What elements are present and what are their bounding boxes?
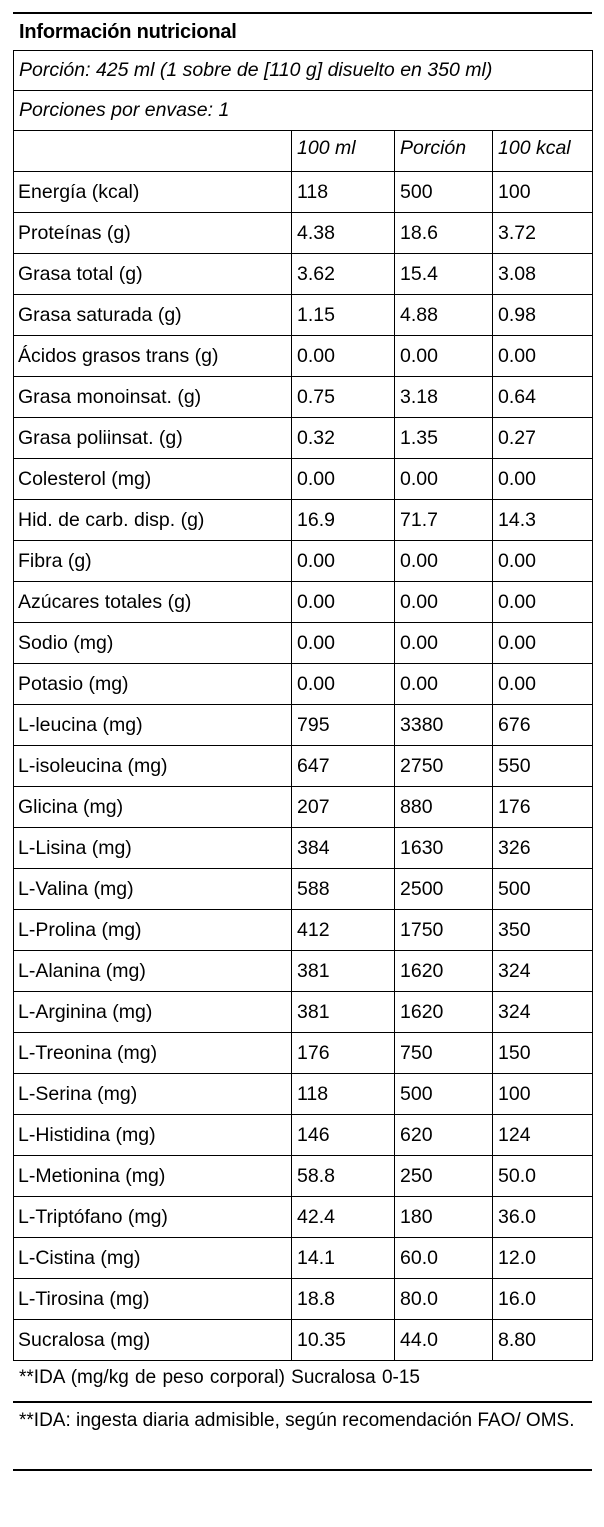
nutrient-label: Energía (kcal): [14, 172, 292, 213]
value-portion: 880: [395, 787, 493, 828]
value-100ml: 3.62: [292, 254, 395, 295]
table-row: [14, 1238, 593, 1279]
nutrient-label: L-Cistina (mg): [14, 1238, 292, 1279]
table-row: [14, 172, 593, 213]
servings-per-container-row: [14, 91, 593, 131]
table-row: [14, 828, 593, 869]
value-100ml: 0.00: [292, 336, 395, 377]
value-portion: 750: [395, 1033, 493, 1074]
value-100ml: 0.00: [292, 459, 395, 500]
table-row: [14, 1074, 593, 1115]
servings-per-container: Porciones por envase: 1: [14, 91, 593, 131]
table-row: [14, 213, 593, 254]
value-100ml: 42.4: [292, 1197, 395, 1238]
table-row: [14, 1320, 593, 1361]
ida-definition-note: **IDA: ingesta diaria admisible, según recomendación FAO/ OMS.: [19, 1410, 575, 1431]
value-100kcal: 0.00: [493, 459, 593, 500]
table-row: [14, 1156, 593, 1197]
value-100kcal: 324: [493, 951, 593, 992]
table-row: [14, 377, 593, 418]
value-100kcal: 0.64: [493, 377, 593, 418]
value-100kcal: 350: [493, 910, 593, 951]
table-row: [14, 623, 593, 664]
nutrient-label: L-Serina (mg): [14, 1074, 292, 1115]
value-portion: 0.00: [395, 664, 493, 705]
value-portion: 2500: [395, 869, 493, 910]
nutrient-label: Azúcares totales (g): [14, 582, 292, 623]
nutrient-label: Glicina (mg): [14, 787, 292, 828]
table-row: [14, 910, 593, 951]
value-100ml: 381: [292, 951, 395, 992]
nutrient-label: Grasa saturada (g): [14, 295, 292, 336]
value-100ml: 176: [292, 1033, 395, 1074]
value-portion: 0.00: [395, 582, 493, 623]
value-portion: 3.18: [395, 377, 493, 418]
value-portion: 620: [395, 1115, 493, 1156]
value-100ml: 0.00: [292, 541, 395, 582]
value-100kcal: 3.08: [493, 254, 593, 295]
nutrient-label: L-Metionina (mg): [14, 1156, 292, 1197]
nutrient-label: L-leucina (mg): [14, 705, 292, 746]
nutrient-label: L-Arginina (mg): [14, 992, 292, 1033]
value-100kcal: 3.72: [493, 213, 593, 254]
nutrient-label: L-Prolina (mg): [14, 910, 292, 951]
serving-size: Porción: 425 ml (1 sobre de [110 g] disuelto en 350 ml): [14, 51, 593, 91]
value-portion: 0.00: [395, 459, 493, 500]
value-100ml: 18.8: [292, 1279, 395, 1320]
nutrient-label: L-Triptófano (mg): [14, 1197, 292, 1238]
value-100ml: 381: [292, 992, 395, 1033]
value-portion: 1620: [395, 951, 493, 992]
value-100ml: 16.9: [292, 500, 395, 541]
value-100kcal: 150: [493, 1033, 593, 1074]
value-100ml: 795: [292, 705, 395, 746]
value-portion: 1620: [395, 992, 493, 1033]
value-100ml: 0.00: [292, 664, 395, 705]
column-header-nutrient: [14, 131, 292, 172]
nutrient-label: L-Valina (mg): [14, 869, 292, 910]
value-100kcal: 16.0: [493, 1279, 593, 1320]
value-100kcal: 50.0: [493, 1156, 593, 1197]
value-portion: 71.7: [395, 500, 493, 541]
value-100ml: 118: [292, 1074, 395, 1115]
table-row: [14, 746, 593, 787]
serving-row: [14, 51, 593, 91]
column-header-row: [14, 131, 593, 172]
table-row: [14, 869, 593, 910]
value-portion: 500: [395, 1074, 493, 1115]
table-row: [14, 664, 593, 705]
nutrient-label: Fibra (g): [14, 541, 292, 582]
nutrition-table: [13, 50, 593, 1361]
table-row: [14, 500, 593, 541]
value-portion: 18.6: [395, 213, 493, 254]
nutrient-label: L-Alanina (mg): [14, 951, 292, 992]
value-portion: 250: [395, 1156, 493, 1197]
value-100ml: 0.32: [292, 418, 395, 459]
nutrient-label: Sodio (mg): [14, 623, 292, 664]
nutrient-label: Grasa total (g): [14, 254, 292, 295]
table-row: [14, 582, 593, 623]
nutrient-label: L-isoleucina (mg): [14, 746, 292, 787]
nutrient-label: Grasa monoinsat. (g): [14, 377, 292, 418]
table-row: [14, 336, 593, 377]
nutrient-label: L-Histidina (mg): [14, 1115, 292, 1156]
value-portion: 1750: [395, 910, 493, 951]
value-portion: 0.00: [395, 336, 493, 377]
value-100ml: 118: [292, 172, 395, 213]
value-100kcal: 100: [493, 1074, 593, 1115]
nutrition-table-body: [14, 51, 593, 1361]
value-portion: 80.0: [395, 1279, 493, 1320]
table-row: [14, 254, 593, 295]
value-100kcal: 0.00: [493, 541, 593, 582]
value-100ml: 10.35: [292, 1320, 395, 1361]
table-row: [14, 951, 593, 992]
nutrient-label: Grasa poliinsat. (g): [14, 418, 292, 459]
value-100ml: 588: [292, 869, 395, 910]
value-100kcal: 8.80: [493, 1320, 593, 1361]
table-row: [14, 459, 593, 500]
value-100kcal: 0.27: [493, 418, 593, 459]
value-100ml: 14.1: [292, 1238, 395, 1279]
value-100ml: 412: [292, 910, 395, 951]
value-portion: 0.00: [395, 623, 493, 664]
value-portion: 1.35: [395, 418, 493, 459]
table-row: [14, 787, 593, 828]
value-100ml: 0.00: [292, 582, 395, 623]
table-row: [14, 1197, 593, 1238]
value-100kcal: 100: [493, 172, 593, 213]
table-row: [14, 1033, 593, 1074]
value-portion: 3380: [395, 705, 493, 746]
value-100ml: 0.00: [292, 623, 395, 664]
value-100ml: 146: [292, 1115, 395, 1156]
nutrition-facts-panel: [13, 12, 592, 1471]
table-row: [14, 1279, 593, 1320]
value-portion: 15.4: [395, 254, 493, 295]
nutrient-label: Ácidos grasos trans (g): [14, 336, 292, 377]
nutrient-label: Potasio (mg): [14, 664, 292, 705]
value-portion: 1630: [395, 828, 493, 869]
table-row: [14, 992, 593, 1033]
table-row: [14, 418, 593, 459]
value-100kcal: 0.00: [493, 623, 593, 664]
value-portion: 60.0: [395, 1238, 493, 1279]
value-100kcal: 12.0: [493, 1238, 593, 1279]
value-100ml: 4.38: [292, 213, 395, 254]
nutrient-label: Colesterol (mg): [14, 459, 292, 500]
value-100kcal: 326: [493, 828, 593, 869]
nutrient-label: L-Treonina (mg): [14, 1033, 292, 1074]
nutrient-label: L-Lisina (mg): [14, 828, 292, 869]
value-portion: 2750: [395, 746, 493, 787]
value-portion: 0.00: [395, 541, 493, 582]
value-portion: 4.88: [395, 295, 493, 336]
table-row: [14, 1115, 593, 1156]
value-portion: 180: [395, 1197, 493, 1238]
panel-title: Información nutricional: [19, 21, 237, 43]
value-100kcal: 0.00: [493, 336, 593, 377]
value-100kcal: 0.00: [493, 582, 593, 623]
value-100kcal: 124: [493, 1115, 593, 1156]
value-100kcal: 0.98: [493, 295, 593, 336]
bottom-divider: [13, 1469, 592, 1471]
value-100ml: 1.15: [292, 295, 395, 336]
value-100ml: 0.75: [292, 377, 395, 418]
column-header-portion: Porción: [395, 131, 493, 172]
value-100kcal: 14.3: [493, 500, 593, 541]
value-100ml: 647: [292, 746, 395, 787]
table-row: [14, 705, 593, 746]
table-row: [14, 541, 593, 582]
value-100kcal: 324: [493, 992, 593, 1033]
value-100ml: 384: [292, 828, 395, 869]
table-row: [14, 295, 593, 336]
column-header-100ml: 100 ml: [292, 131, 395, 172]
nutrient-label: Proteínas (g): [14, 213, 292, 254]
value-100ml: 58.8: [292, 1156, 395, 1197]
value-100kcal: 500: [493, 869, 593, 910]
value-100ml: 207: [292, 787, 395, 828]
value-portion: 44.0: [395, 1320, 493, 1361]
value-100kcal: 0.00: [493, 664, 593, 705]
nutrient-label: Sucralosa (mg): [14, 1320, 292, 1361]
value-100kcal: 176: [493, 787, 593, 828]
value-100kcal: 36.0: [493, 1197, 593, 1238]
value-100kcal: 550: [493, 746, 593, 787]
ida-limits-note: **IDA (mg/kg de peso corporal) Sucralosa 0-15: [19, 1367, 420, 1388]
nutrient-label: Hid. de carb. disp. (g): [14, 500, 292, 541]
column-header-100kcal: 100 kcal: [493, 131, 593, 172]
value-100kcal: 676: [493, 705, 593, 746]
value-portion: 500: [395, 172, 493, 213]
nutrient-label: L-Tirosina (mg): [14, 1279, 292, 1320]
